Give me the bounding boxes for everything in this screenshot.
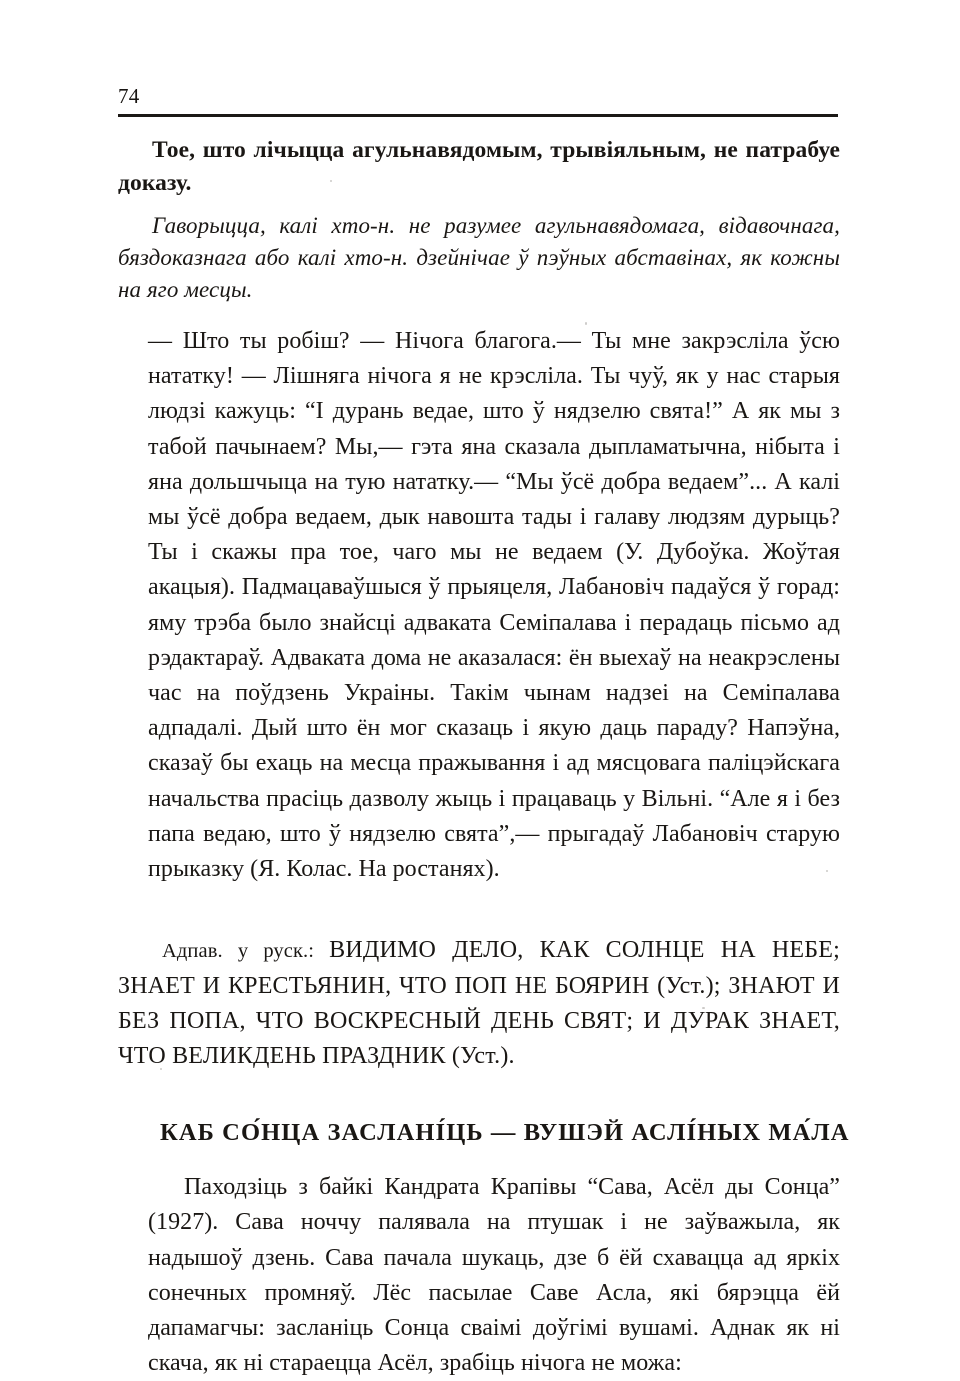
text-column <box>118 134 850 1381</box>
next-entry-etymology: Паходзіць з байкі Кандрата Крапівы “Сава, Асёл ды Сонца” (1927). Сава ноччу палявала на птушак і не заўважыла, як надышоў дзень. Сава пачала шукаць, дзе б ёй схавацца ад яркіх сонечных промняў. Лёс пасылае Саве Асла, які бярэцца ёй дапамагчы: засланіць Сонца сваімі доўгімі вушамі. Аднак як ні скача, як ні стараецца Асёл, зрабіць нічога не можа: <box>148 1174 840 1377</box>
entry-usage-gloss: Гаворыцца, калі хто-н. не разумее агульнавядомага, відавочнага, бяздоказнага або калі хто-н. дзейнічае ў пэўных абставінах, як кожны на яго месцы. <box>118 213 840 302</box>
entry-citation-text: — Што ты робіш? — Нічога благога.— Ты мне закрэсліла ўсю нататку! — Лішняга нічога я не крэсліла. Ты чуў, як у нас старыя людзі кажуць: “І дурань ведае, што ў нядзелю свята!” А як мы з табой пачынаем? Мы,— гэта яна сказала дыпламатычна, нібыта і яна дольшчыца на тую нататку.— “Мы ўсё добра ведаем”... А калі мы ўсё добра ведаем, дык навошта тады і галаву людзям дурыць? Ты і скажы пра тое, чаго мы не ведаем (У. Дубоўка. Жоўтая акацыя). Падмацаваўшыся ў прыяцеля, Лабановіч падаўся ў горад: яму трэба было знайсці адваката Семіпалава і перадаць пісьмо ад рэдактараў. Адваката дома не аказалася: ён выехаў на неакрэслены час на поўдзень Украіны. Такім чынам надзеі на Семіпалава адпадалі. Дый што ён мог сказаць і якую даць параду? Напэўна, сказаў бы ехаць на месца пражывання і ад мясцовага паліцэйскага начальства прасіць дазволу жыць і працаваць у Вільні. “Але я і без папа ведаю, што ў нядзелю свята”,— прыгадаў Лабановіч старую прыказку (Я. Колас. На ростанях). <box>148 328 840 883</box>
next-entry-headword: КАБ СО́НЦА ЗАСЛАНІ́ЦЬ — ВУШЭЙ АСЛІ́НЫХ МА́ЛА <box>160 1119 850 1147</box>
header-rule <box>118 114 838 117</box>
page-number: 74 <box>118 84 140 108</box>
entry-definition-bold: Тое, што лічыцца агульнавядомым, трывіяльным, не патрабуе доказу. <box>118 137 840 196</box>
russian-equivalents-block <box>118 933 840 1074</box>
equivalents-label: Адпав. у руск.: <box>162 940 330 963</box>
page-header <box>118 86 838 117</box>
equivalents-text: ВИДИМО ДЕЛО, КАК СОЛНЦЕ НА НЕБЕ; ЗНАЕТ И КРЕСТЬЯНИН, ЧТО ПОП НЕ БОЯРИН (Уст.); ЗНАЮТ И БЕЗ ПОПА, ЧТО ВОСКРЕСНЫЙ ДЕНЬ СВЯТ; И ДУРАК ЗНАЕТ, ЧТО ВЕЛИКДЕНЬ ПРАЗДНИК (Уст.). <box>118 937 840 1070</box>
